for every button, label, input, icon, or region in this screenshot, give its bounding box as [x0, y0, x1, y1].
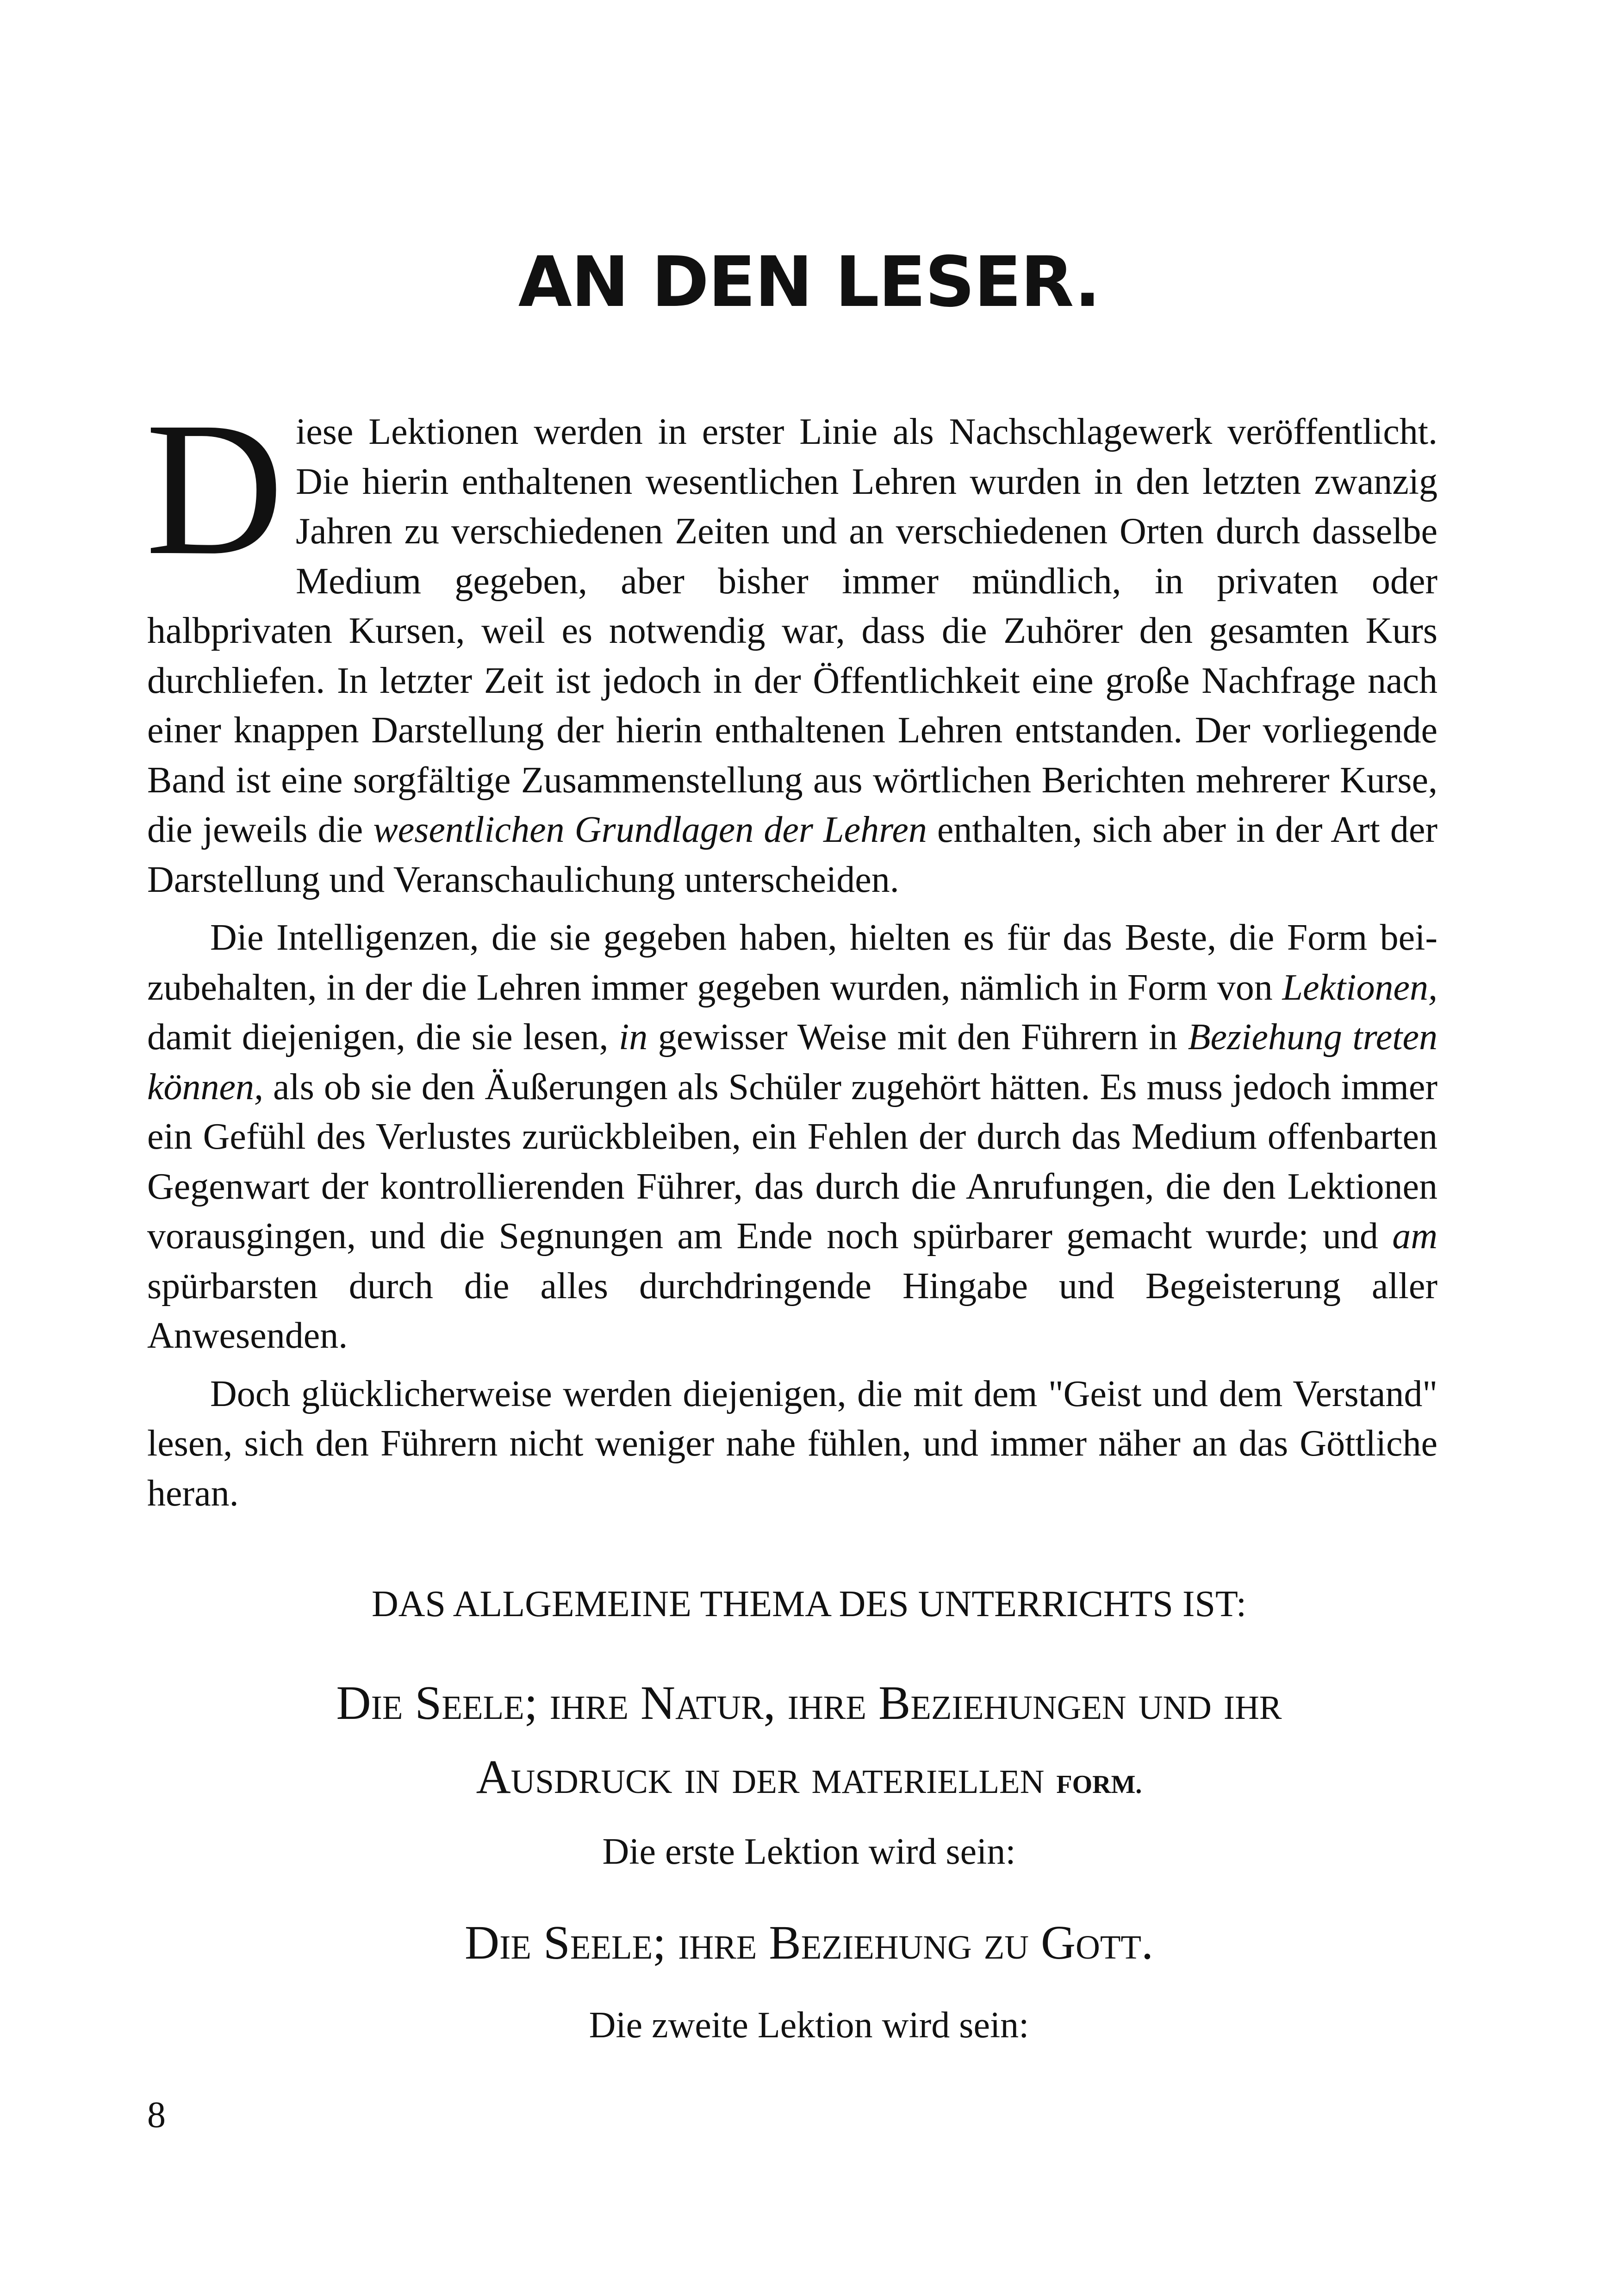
- drop-cap: D: [145, 382, 284, 595]
- paragraph-2-text-1: Die Intelligenzen, die sie gegeben haben, hielten es für das Beste, die Form beizubehalten, in der die Lehren immer gegeben wurden, nämlich in Form von: [147, 917, 1438, 1008]
- theme-intro: DAS ALLGEMEINE THEMA DES UNTERRICHTS IST:: [371, 1584, 1247, 1624]
- theme-line-1: Die Seele; ihre Natur, ihre Beziehungen und ihr: [336, 1676, 1282, 1730]
- paragraph-2-italic-4: am: [1392, 1216, 1438, 1257]
- paragraph-2-text-5: spürbarsten durch die alles durchdringende Hingabe und Begeisterung aller Anwesenden.: [147, 1265, 1438, 1356]
- paragraph-1: [145, 382, 1438, 905]
- paragraph-2-italic-1: Lektionen,: [1282, 967, 1438, 1008]
- theme-line-2-tail: FORM.: [1056, 1770, 1142, 1799]
- theme-heading: [0, 1666, 1618, 1822]
- paragraph-2: [147, 913, 1438, 1361]
- page-number: 8: [147, 2095, 166, 2135]
- second-lesson-intro: Die zweite Lektion wird sein:: [589, 2005, 1029, 2046]
- first-lesson-intro: Die erste Lektion wird sein:: [602, 1831, 1016, 1872]
- paragraph-3: Doch glücklicherweise werden diejenigen, die mit dem "Geist und dem Verstand" lesen, sich den Führern nicht weniger nahe fühlen, und immer näher an das Göttliche heran.: [147, 1373, 1438, 1514]
- paragraph-1-italic: wesentlichen Grundlagen der Lehren: [373, 809, 927, 850]
- body-text: [145, 382, 1438, 1518]
- theme-line-2-text: Ausdruck in der materiellen: [476, 1750, 1045, 1804]
- paragraph-2-text-4: als ob sie den Äußerungen als Schüler zugehört hätten. Es muss jedoch immer ein Gefühl des Verlustes zurückbleiben, ein Fehlen der durch das Medium offenbarten Gegenwart der kontrollierenden Führer, das durch die Anrufungen, die den Lektionen vorausgingen, und die Segnungen am Ende noch spürbarer gemacht wurde; und: [147, 1066, 1438, 1257]
- paragraph-2-italic-3: Beziehung treten können,: [147, 1017, 1438, 1108]
- paragraph-2-text-2: damit diejenigen, die sie lesen,: [147, 1017, 619, 1058]
- theme-line-2: [0, 1740, 1618, 1822]
- paragraph-2-italic-2: in: [619, 1017, 648, 1058]
- paragraph-1-text-b: enthalten, sich aber in der Art der Darstellung und Veranschaulichung unterscheiden.: [147, 809, 1438, 900]
- page-title: AN DEN LESER.: [518, 242, 1100, 323]
- paragraph-2-text-3: gewisser Weise mit den Führern in: [647, 1017, 1188, 1058]
- first-lesson-title: Die Seele; ihre Beziehung zu Gott.: [464, 1916, 1154, 1969]
- paragraph-1-text-a: iese Lektionen werden in erster Linie als Nachschlagewerk veröffentlicht. Die hierin enthaltenen wesentlichen Lehren wurden in den letzten zwanzig Jahren zu verschiedenen Zeiten und an verschiedenen Orten durch dasselbe Medium gegeben, aber bisher immer mündlich, in privaten oder halbprivaten Kursen, weil es notwendig war, dass die Zuhörer den gesamten Kurs durchliefen. In letzter Zeit ist jedoch in der Öffentlichkeit eine große Nachfrage nach einer knappen Darstellung der hierin enthaltenen Lehren entstanden. Der vorliegende Band ist eine sorgfältige Zusammenstellung aus wörtlichen Berichten mehrerer Kurse, die jeweils die: [147, 411, 1438, 850]
